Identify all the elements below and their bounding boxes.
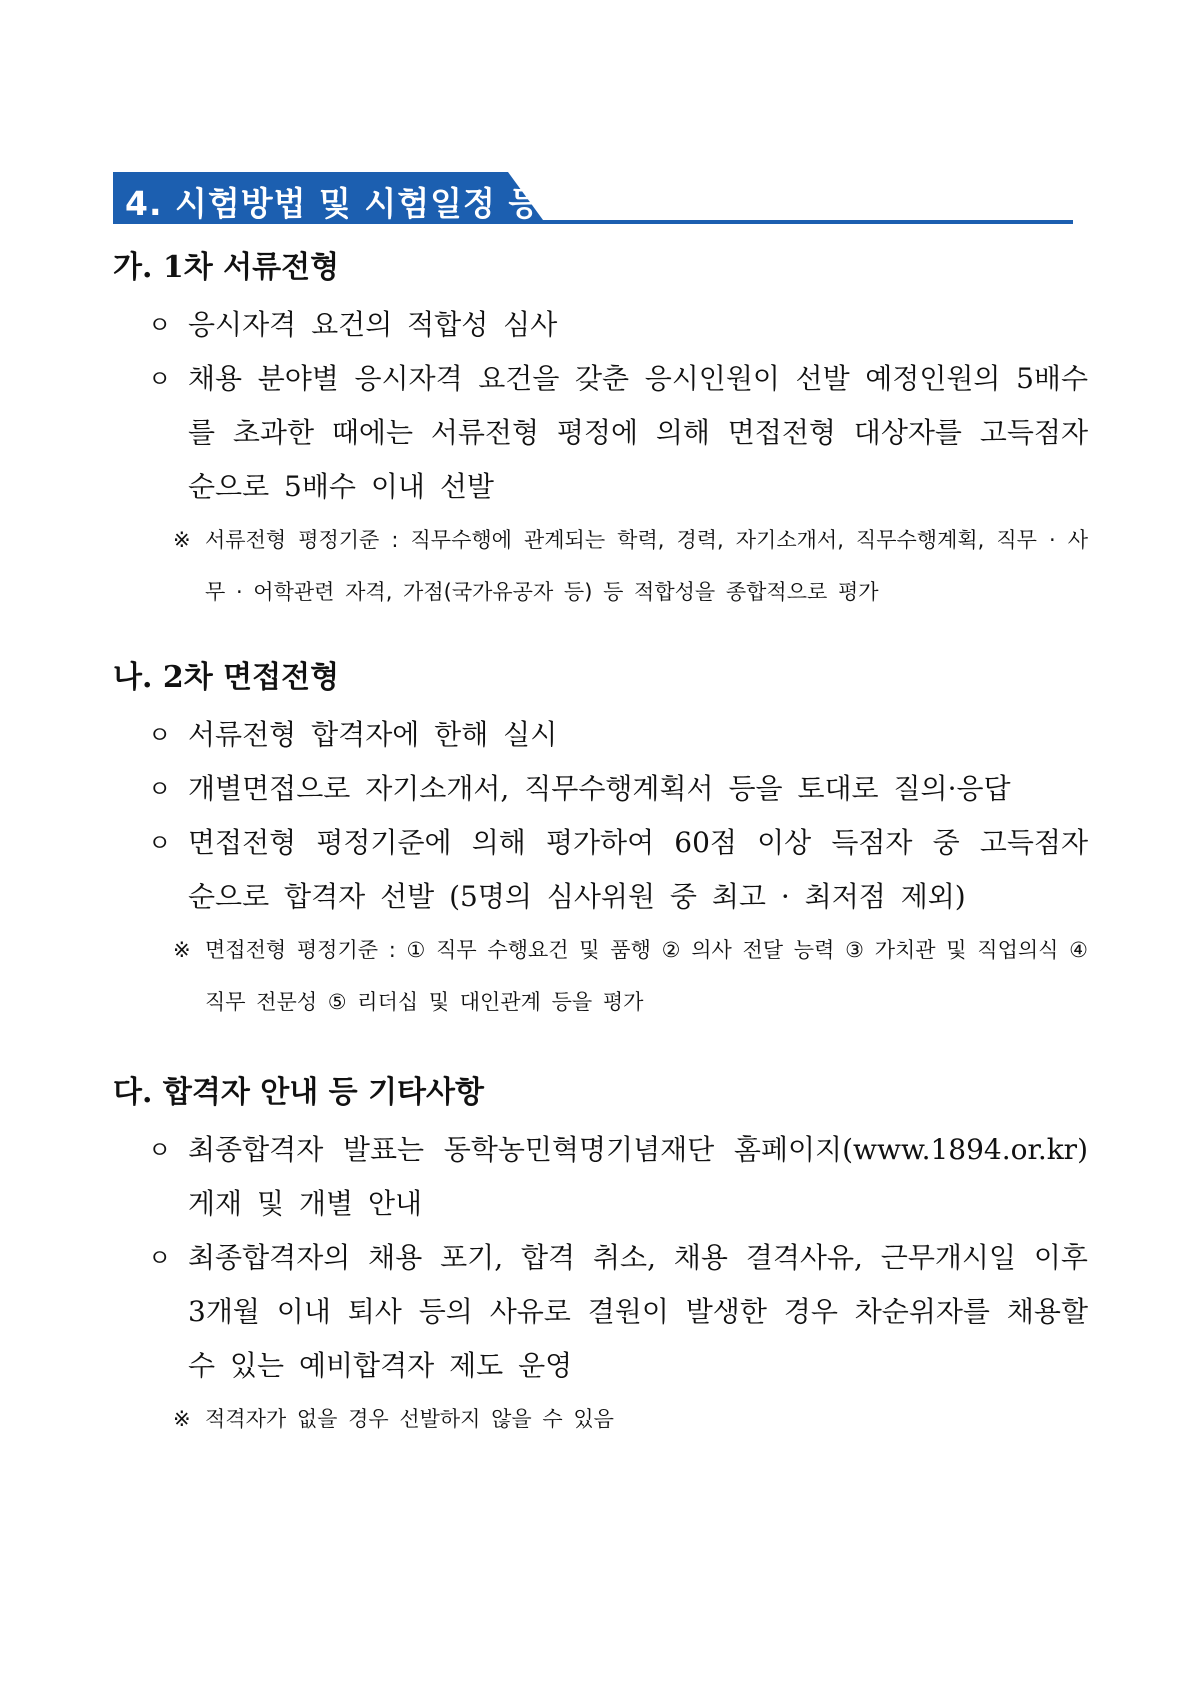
list-item-text: 채용 분야별 응시자격 요건을 갖춘 응시인원이 선발 예정인원의 5배수를 초과한 때에는 서류전형 평정에 의해 면접전형 대상자를 고득점자 순으로 5배수 이내 선발: [188, 362, 1088, 503]
note: [113, 514, 1088, 618]
note-mark: ※: [173, 938, 191, 962]
section-interview: [113, 660, 1088, 1028]
list-item: [113, 816, 1088, 924]
list-item: [113, 298, 1088, 352]
note: [113, 924, 1088, 1028]
bullet-mark: ㅇ: [148, 311, 172, 339]
page-title: 4. 시험방법 및 시험일정 등: [125, 184, 542, 223]
list-item: [113, 762, 1088, 816]
note-text: 적격자가 없을 경우 선발하지 않을 수 있음: [205, 1407, 614, 1431]
list-item-text: 최종합격자 발표는 동학농민혁명기념재단 홈페이지(www.1894.or.kr) 게재 및 개별 안내: [188, 1133, 1088, 1220]
list-item: [113, 352, 1088, 514]
section-header: [113, 172, 1073, 226]
section-other-info: [113, 1075, 1088, 1445]
bullet-mark: ㅇ: [148, 829, 172, 857]
note-mark: ※: [173, 528, 191, 552]
bullet-mark: ㅇ: [148, 721, 172, 749]
note-mark: ※: [173, 1407, 191, 1431]
note-text: 면접전형 평정기준 : ① 직무 수행요건 및 품행 ② 의사 전달 능력 ③ 가치관 및 직업의식 ④ 직무 전문성 ⑤ 리더십 및 대인관계 등을 평가: [205, 938, 1088, 1014]
list-item-text: 서류전형 합격자에 한해 실시: [188, 718, 558, 751]
bullet-mark: ㅇ: [148, 365, 172, 393]
section-document-screening: [113, 250, 1088, 618]
list-item: [113, 1123, 1088, 1231]
list-item-text: 응시자격 요건의 적합성 심사: [188, 308, 558, 341]
list-item: [113, 1231, 1088, 1393]
bullet-mark: ㅇ: [148, 775, 172, 803]
section-title: 나. 2차 면접전형: [113, 660, 340, 695]
list-item-text: 개별면접으로 자기소개서, 직무수행계획서 등을 토대로 질의·응답: [188, 772, 1011, 805]
note-text: 서류전형 평정기준 : 직무수행에 관계되는 학력, 경력, 자기소개서, 직무수행계획, 직무 · 사무 · 어학관련 자격, 가점(국가유공자 등) 등 적합성을 종합적으로 평가: [205, 528, 1088, 604]
list-item-text: 최종합격자의 채용 포기, 합격 취소, 채용 결격사유, 근무개시일 이후 3개월 이내 퇴사 등의 사유로 결원이 발생한 경우 차순위자를 채용할 수 있는 예비합격자 제도 운영: [188, 1241, 1088, 1382]
bullet-mark: ㅇ: [148, 1136, 172, 1164]
list-item-text: 면접전형 평정기준에 의해 평가하여 60점 이상 득점자 중 고득점자 순으로 합격자 선발 (5명의 심사위원 중 최고 · 최저점 제외): [188, 826, 1088, 913]
list-item: [113, 708, 1088, 762]
section-title: 다. 합격자 안내 등 기타사항: [113, 1075, 485, 1110]
note: [113, 1393, 1088, 1445]
section-title: 가. 1차 서류전형: [113, 250, 340, 285]
bullet-mark: ㅇ: [148, 1244, 172, 1272]
